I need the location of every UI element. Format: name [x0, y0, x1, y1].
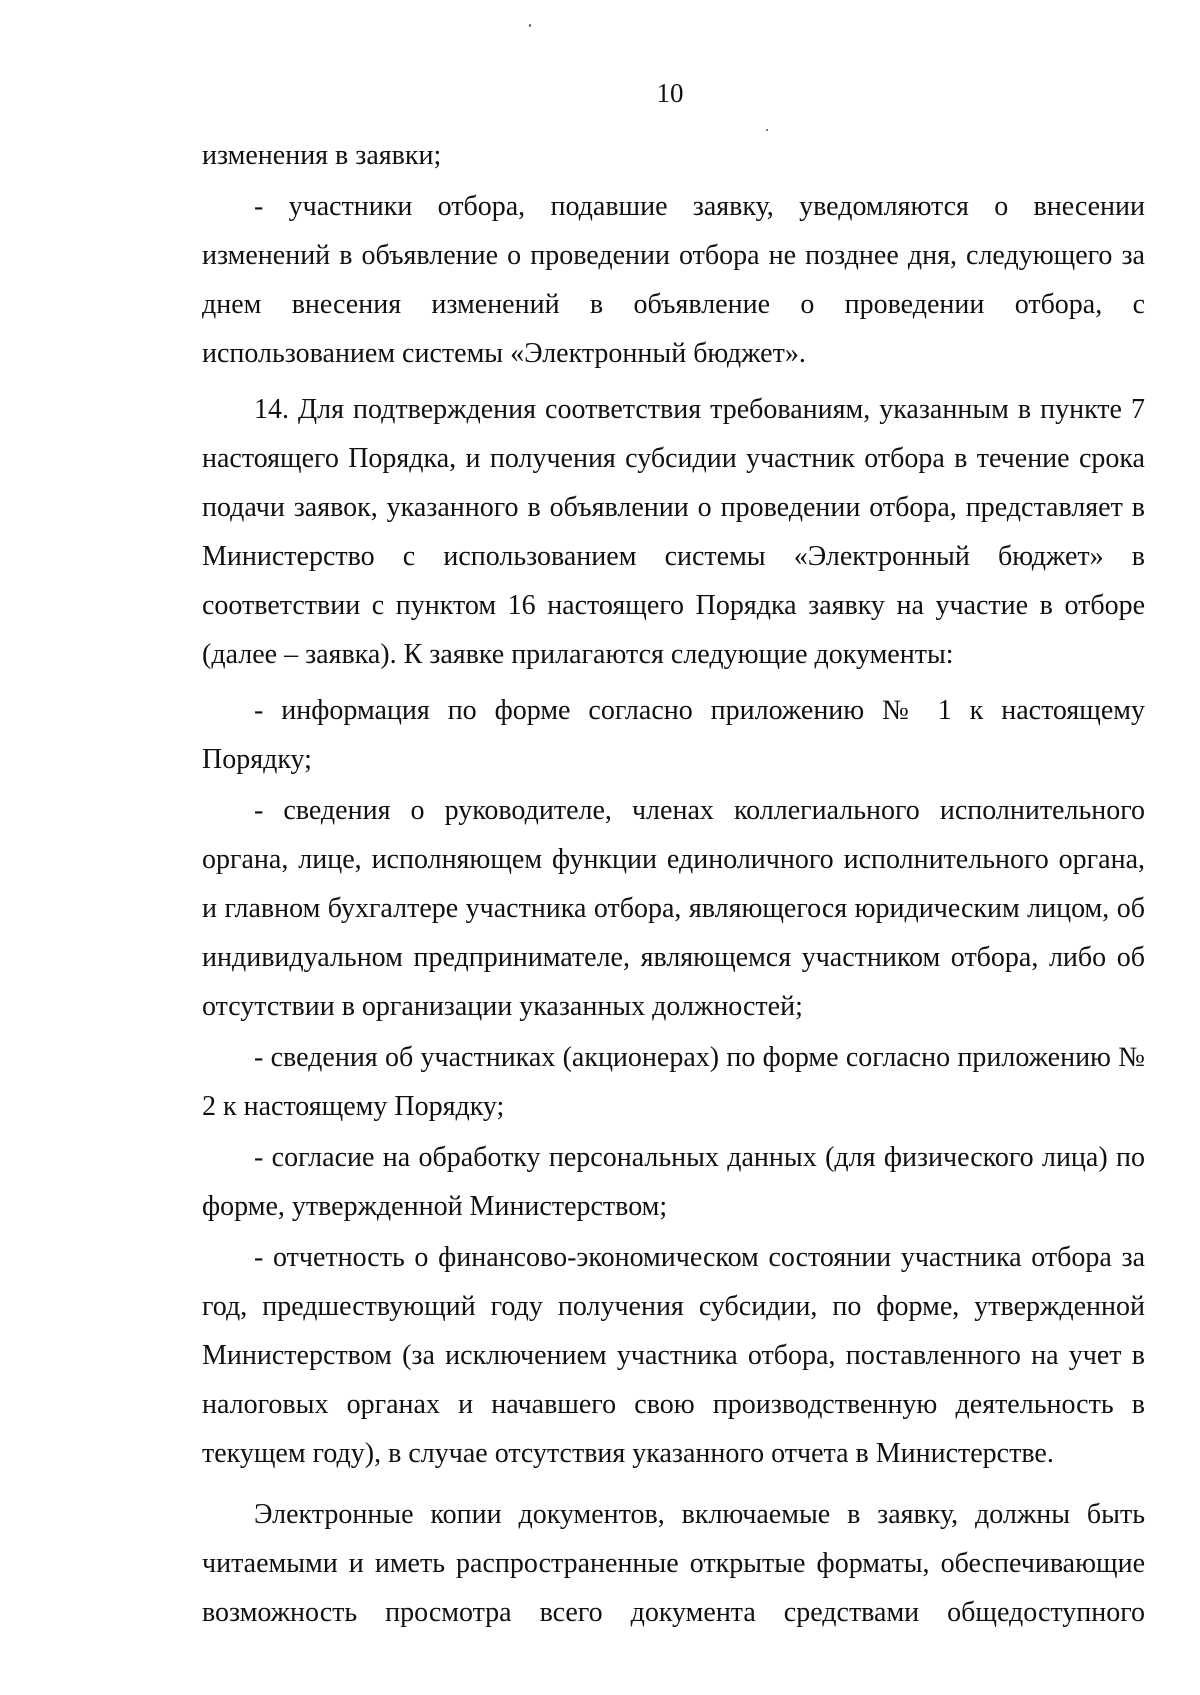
paragraph-electronic-copies: Электронные копии документов, включаемые в заявку, должны быть читаемыми и иметь распространенные открытые форматы, обеспечивающие возможность просмотра всего документа средствами общедоступного	[202, 1499, 1145, 1628]
list-item-appendix-1: - информация по форме согласно приложению № 1 к настоящему Порядку;	[202, 695, 1145, 775]
list-item-shareholders: - сведения об участниках (акционерах) по форме согласно приложению № 2 к настоящему Порядку;	[202, 1042, 1145, 1122]
document-body	[202, 131, 1145, 1637]
list-item-personal-data-consent: - согласие на обработку персональных данных (для физического лица) по форме, утвержденной Министерством;	[202, 1142, 1145, 1222]
paragraph-continuation: изменения в заявки;	[202, 140, 442, 171]
list-item-management-info: - сведения о руководителе, членах коллегиального исполнительного органа, лице, исполняющем функции единоличного исполнительного органа, и главном бухгалтере участника отбора, являющегося юридическим лицом, об индивидуальном предпринимателе, являющемся участником отбора, либо об отсутствии в организации указанных должностей;	[202, 795, 1145, 1022]
page-number: 10	[656, 78, 684, 108]
paragraph-item-14: 14. Для подтверждения соответствия требованиям, указанным в пункте 7 настоящего Порядка, и получения субсидии участник отбора в течение срока подачи заявок, указанного в объявлении о проведении отбора, представляет в Министерство с использованием системы «Электронный бюджет» в соответствии с пунктом 16 настоящего Порядка заявку на участие в отборе (далее – заявка). К заявке прилагаются следующие документы:	[202, 394, 1145, 670]
paragraph-notification: - участники отбора, подавшие заявку, уведомляются о внесении изменений в объявление о проведении отбора не позднее дня, следующего за днем внесения изменений в объявление о проведении отбора, с использованием системы «Электронный бюджет».	[202, 191, 1145, 369]
list-item-financial-report: - отчетность о финансово-экономическом состоянии участника отбора за год, предшествующий году получения субсидии, по форме, утвержденной Министерством (за исключением участника отбора, поставленного на учет в налоговых органах и начавшего свою производственную деятельность в текущем году), в случае отсутствия указанного отчета в Министерстве.	[202, 1242, 1145, 1469]
scan-mark	[529, 24, 532, 27]
